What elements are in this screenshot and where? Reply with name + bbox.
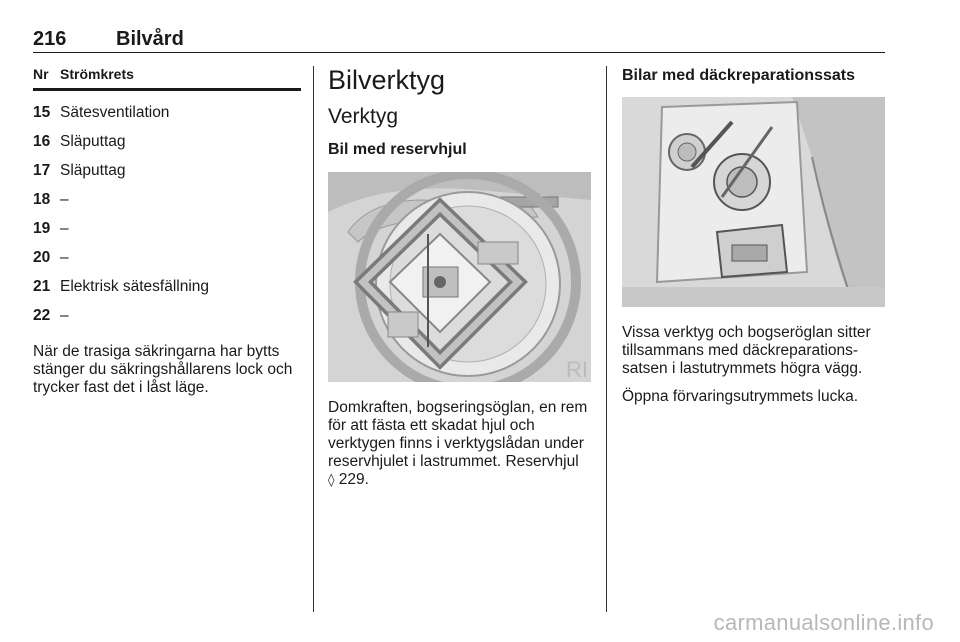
- column-divider-1: [313, 66, 314, 612]
- repair-kit-heading: Bilar med däckreparationssats: [622, 67, 855, 84]
- fuse-circuit: –: [60, 191, 69, 208]
- fuse-table-column: [33, 66, 301, 397]
- fuse-table-body: [33, 91, 301, 325]
- fuse-circuit: Sätesventilation: [60, 104, 170, 121]
- fuse-replacement-note: När de trasiga säkringarna har bytts stänger du säkringshållarens lock och trycker fast det i låst läge.: [33, 343, 293, 396]
- reference-page: 229.: [338, 471, 369, 488]
- table-row: [33, 93, 301, 122]
- section-heading: Verktyg: [328, 105, 399, 128]
- svg-text:RI: RI: [566, 357, 588, 382]
- page-number: 216: [33, 28, 67, 50]
- col-nr-header: Nr: [33, 66, 49, 82]
- spare-wheel-description: Domkraften, bogseringsöglan, en rem för att fästa ett skadat hjul och verktygen finns i verktygslådan under reservhjulet i lastrummet. Reservhjul: [328, 399, 588, 470]
- fuse-number: 17: [33, 162, 51, 179]
- fuse-number: 18: [33, 191, 51, 208]
- spare-wheel-jack-illustration: [328, 172, 591, 382]
- table-row: [33, 238, 301, 267]
- fuse-number: 19: [33, 220, 51, 237]
- spare-wheel-text: [328, 399, 593, 490]
- watermark: carmanualsonline.info: [713, 610, 934, 635]
- tools-column: [328, 64, 593, 490]
- fuse-number: 15: [33, 104, 51, 121]
- column-divider-2: [606, 66, 607, 612]
- fuse-number: 20: [33, 249, 51, 266]
- table-row: [33, 267, 301, 296]
- fuse-circuit: Släputtag: [60, 133, 126, 150]
- col-circuit-header: Strömkrets: [60, 66, 134, 82]
- reference-arrow-icon: ◊: [328, 473, 335, 488]
- section-title: Bilvård: [116, 28, 184, 50]
- table-row: [33, 296, 301, 325]
- page-header: [33, 26, 885, 53]
- table-row: [33, 151, 301, 180]
- fuse-circuit: Elektrisk sätesfällning: [60, 278, 210, 295]
- fuse-number: 22: [33, 307, 51, 324]
- spare-wheel-heading: Bil med reservhjul: [328, 141, 467, 158]
- fuse-number: 21: [33, 278, 51, 295]
- fuse-table-header: [33, 66, 301, 91]
- repair-kit-illustration: [622, 97, 885, 307]
- fuse-number: 16: [33, 133, 51, 150]
- table-row: [33, 180, 301, 209]
- repair-kit-column: [622, 66, 886, 406]
- fuse-circuit: –: [60, 220, 69, 237]
- fuse-circuit: –: [60, 307, 69, 324]
- table-row: [33, 122, 301, 151]
- fuse-circuit: Släputtag: [60, 162, 126, 179]
- repair-kit-text-1: Vissa verktyg och bogseröglan sitter tillsammans med däckreparations-satsen i lastutrymmets högra vägg.: [622, 324, 871, 377]
- chapter-heading: Bilverktyg: [328, 65, 446, 95]
- table-row: [33, 209, 301, 238]
- repair-kit-text-2: Öppna förvaringsutrymmets lucka.: [622, 388, 859, 405]
- fuse-circuit: –: [60, 249, 69, 266]
